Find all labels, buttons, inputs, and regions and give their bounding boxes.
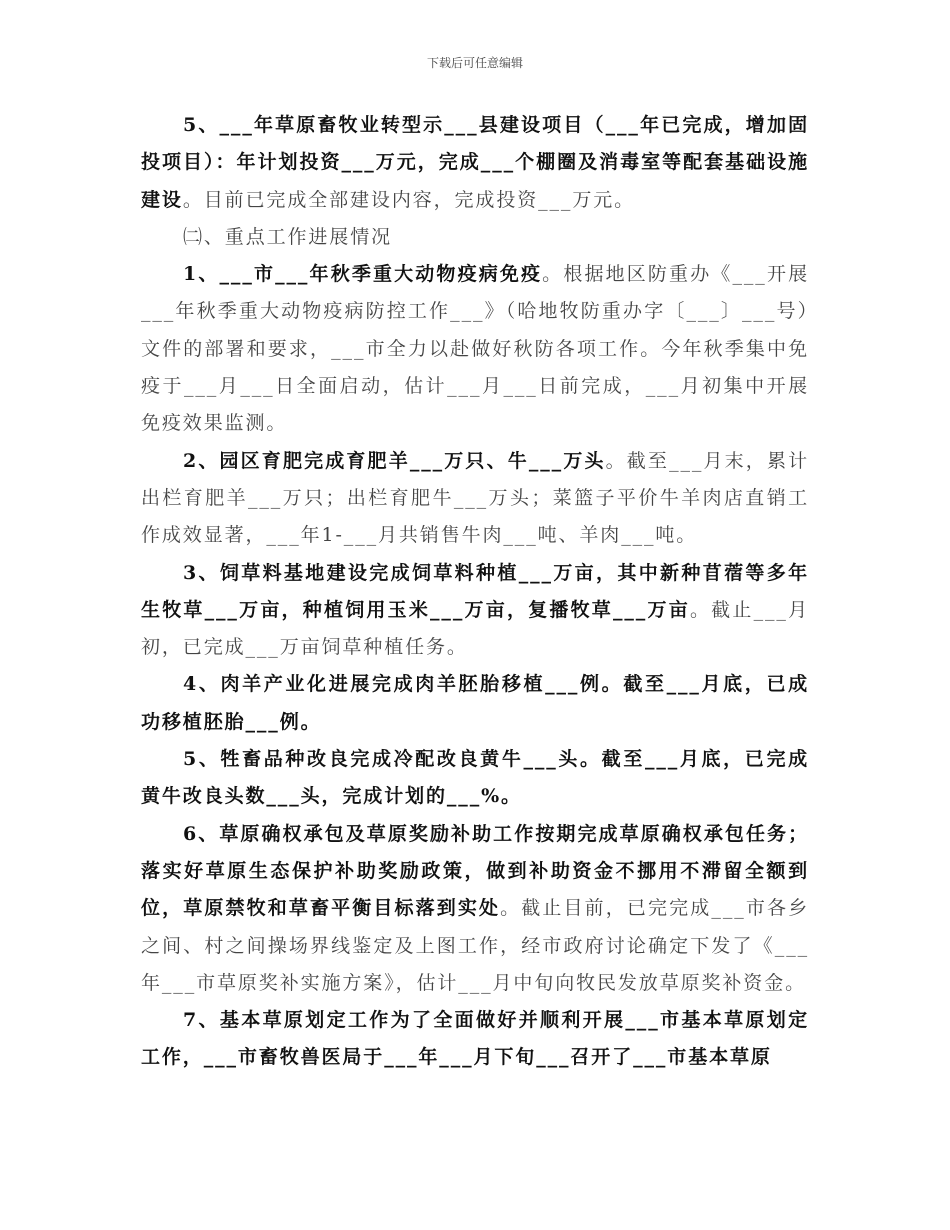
- paragraph-bold-text: 7、基本草原划定工作为了全面做好并顺利开展___市基本草原划定工作，___市畜牧兽医局于___年___月下旬___召开了___市基本草原: [141, 1009, 809, 1069]
- paragraph-bold-text: 1、___市___年秋季重大动物疫病免疫: [183, 263, 543, 286]
- paragraph-normal-text: 。截止目前，已完完成___市各乡之间、村之间操场界线鉴定及上图工作，经市政府讨论确定下发了《___年___市草原奖补实施方案》，估计___月中旬向牧民发放草原奖补资金。: [141, 897, 809, 994]
- paragraph-bold-text: 2、园区育肥完成育肥羊___万只、牛___万头: [183, 449, 606, 472]
- paragraph-bold-text: 6、草原确权承包及草原奖励补助工作按期完成草原确权承包任务；落实好草原生态保护补助奖励政策，做到补助资金不挪用不滞留全额到位，草原禁牧和草畜平衡目标落到实处: [141, 822, 809, 920]
- paragraph-bold-text: 3、饲草料基地建设完成饲草料种植___万亩，其中新种苜蓿等多年生牧草___万亩，种植饲用玉米___万亩，复播牧草___万亩: [141, 561, 809, 621]
- paragraph-normal-text: 。截止___月初，已完成___万亩饲草种植任务。: [141, 598, 809, 659]
- paragraph-normal-text: 。截至___月末，累计出栏育肥羊___万只；出栏育肥牛___万头；菜篮子平价牛羊肉店直销工作成效显著，___年1-___月共销售牛肉___吨、羊肉___吨。: [141, 449, 810, 547]
- section-heading: [141, 219, 809, 256]
- paragraph-normal-text: ㈡、重点工作进展情况: [183, 225, 393, 248]
- paragraph-item-2-fattening: [141, 443, 809, 555]
- paragraph-item-5-cattle: [141, 741, 809, 816]
- paragraph-bold-text: 5、___年草原畜牧业转型示___县建设项目（___年已完成，增加固投项目）：年计划投资___万元，完成___个棚圈及消毒室等配套基础设施建设: [141, 114, 809, 211]
- paragraph-normal-text: 。根据地区防重办《___开展___年秋季重大动物疫病防控工作___》（哈地牧防重办字〔___〕___号）文件的部署和要求，___市全力以赴做好秋防各项工作。今年秋季集中免疫于___月___日全面启动，估计___月___日前完成，___月初集中开展免疫效果监测。: [141, 263, 809, 435]
- paragraph-bold-text: 5、牲畜品种改良完成冷配改良黄牛___头。截至___月底，已完成黄牛改良头数___头，完成计划的___%。: [141, 748, 809, 808]
- document-body: [141, 107, 809, 1077]
- paragraph-item-5-project: [141, 107, 809, 219]
- paragraph-normal-text: 。目前已完成全部建设内容，完成投资___万元。: [182, 188, 636, 211]
- paragraph-item-3-forage: [141, 555, 809, 667]
- paragraph-item-7-basic-grassland: [141, 1002, 809, 1077]
- paragraph-item-4-sheep: [141, 666, 809, 741]
- page-header: 下载后可任意编辑: [426, 56, 523, 70]
- paragraph-bold-text: 4、肉羊产业化进展完成肉羊胚胎移植___例。截至___月底，已成功移植胚胎___例。: [141, 673, 809, 733]
- paragraph-item-6-grassland: [141, 816, 809, 1002]
- paragraph-item-1-epidemic: [141, 256, 809, 442]
